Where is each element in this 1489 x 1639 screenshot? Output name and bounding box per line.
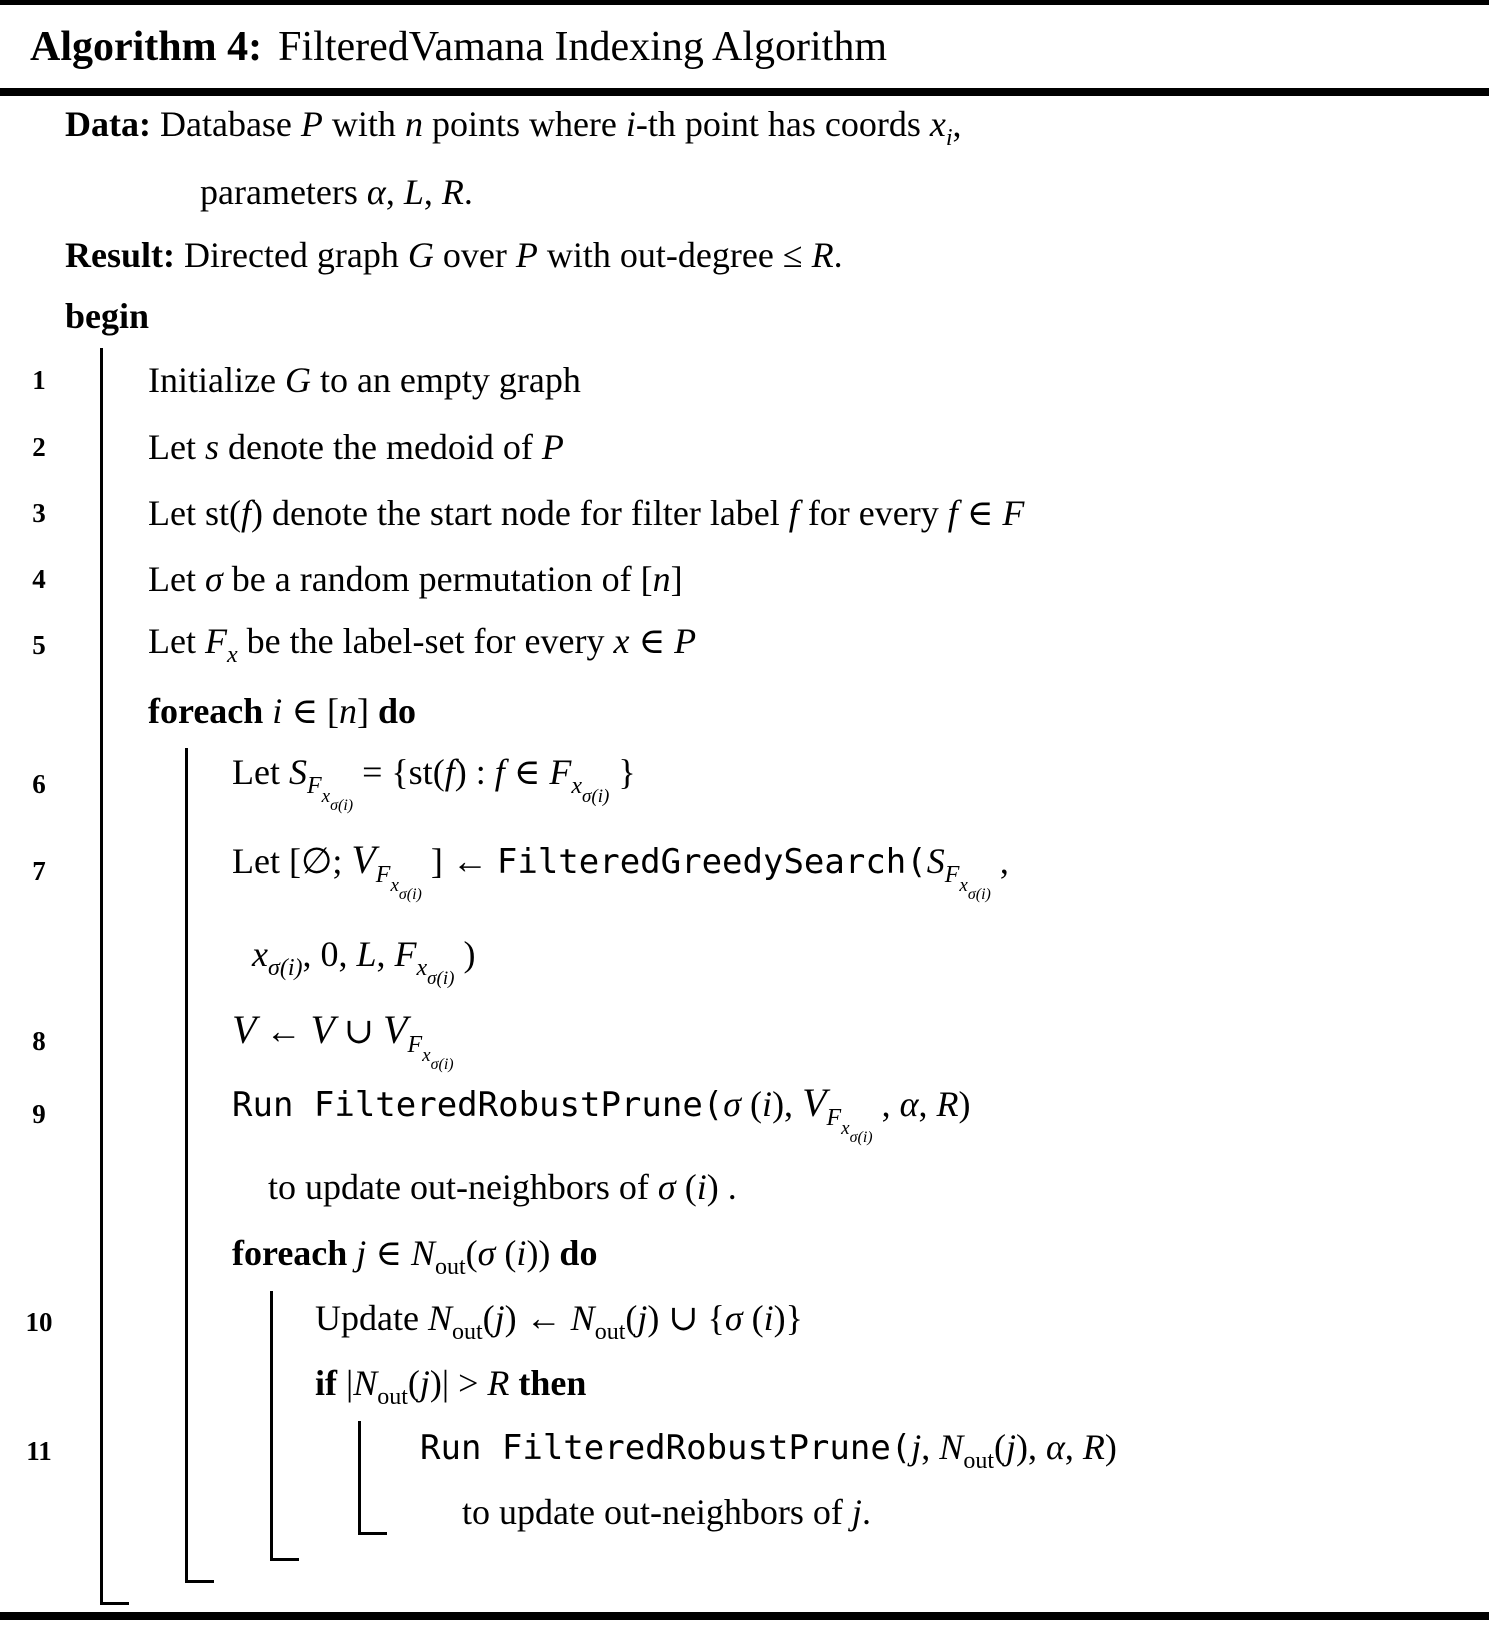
text-segment: ) [1104,1427,1117,1467]
line-content [232,1232,598,1280]
text-segment: j [911,1427,922,1467]
text-segment: , [376,933,395,974]
text-segment: , [1064,1427,1083,1467]
text-segment: out [594,1319,626,1345]
algo-line [0,346,1489,414]
text-segment: ( [407,1363,420,1403]
text-segment: } [609,752,636,792]
algorithm-body [0,96,1489,1540]
text-segment: ( [482,1298,495,1338]
text-segment: ( [625,1298,638,1338]
line-content [232,837,1009,903]
algorithm-name: FilteredVamana Indexing Algorithm [278,23,888,70]
text-segment: i [762,1083,773,1124]
text-segment: be the label-set for every [237,621,614,661]
text-segment: begin [65,296,150,336]
text-segment: with [322,104,405,144]
text-segment: V [383,1007,408,1052]
text-segment: do [559,1232,598,1273]
text-segment: F [407,1032,423,1058]
text-segment: ) [454,933,476,974]
text-segment: . [861,1491,871,1532]
algo-line [0,919,1489,1004]
algo-line [0,1004,1489,1079]
text-segment: , [385,172,404,212]
begin-scope-rule [100,348,129,1605]
line-number: 10 [25,1306,53,1337]
algo-line [0,744,1489,824]
line-number: 5 [32,629,46,660]
text-segment: i [945,125,953,151]
text-segment: x [841,1117,850,1139]
text-segment: P [674,621,697,661]
text-segment: f [494,752,505,792]
text-segment: F [944,862,960,888]
text-segment: α [899,1083,919,1124]
text-segment: points where [422,104,626,144]
text-segment: ] [670,559,683,599]
text-segment: R [441,172,464,212]
text-segment: out [434,1253,466,1280]
text-segment: i [516,1232,527,1273]
text-segment: σ(i) [427,967,455,989]
text-segment: ) ∪ { [647,1298,725,1338]
line-content [148,362,581,398]
algo-line [0,1355,1489,1419]
line-number: 7 [32,856,46,886]
text-segment: Database [159,104,301,144]
text-segment: j [356,1232,367,1273]
text-segment: to update out-neighbors of [268,1166,658,1207]
text-segment: . [833,235,843,275]
line-content [252,933,476,989]
text-segment: do [377,691,416,731]
algo-line [0,414,1489,480]
text-segment: f [444,752,455,792]
text-segment: ), [772,1083,803,1124]
text-segment: Data: [65,104,160,144]
algo-line [0,1289,1489,1355]
text-segment: ] ← [421,841,497,881]
text-segment: Let [232,752,289,792]
text-segment: parameters [200,172,367,212]
line-number: 1 [32,364,46,395]
line-content [148,429,564,465]
text-segment: )| > [429,1363,488,1403]
text-segment: Result: [65,235,184,275]
text-segment: ← [256,1011,311,1051]
text-segment: )) [526,1232,560,1273]
text-segment: ] [356,691,378,731]
text-segment: σ [657,1166,676,1207]
text-segment: . [463,172,473,212]
line-content [148,561,683,597]
line-number: 3 [32,497,46,528]
text-segment: σ(i) [430,1056,454,1073]
text-segment: foreach [232,1232,357,1273]
text-segment: F [204,621,227,661]
text-segment: σ(i) [967,886,991,903]
text-segment: F [375,862,391,888]
text-segment: F [394,933,417,974]
text-segment: x [422,1045,431,1066]
text-segment: ( [675,1166,697,1207]
text-segment: ∈ [ [282,691,339,731]
text-segment: ) : [454,752,495,792]
text-segment: G [407,235,434,275]
line-content [65,298,149,334]
text-segment: σ(i) [582,786,610,807]
text-segment: ∈ [366,1232,411,1273]
text-segment: V [232,1007,257,1052]
line-number: 6 [32,768,46,799]
text-segment: N [939,1427,964,1467]
text-segment: n [652,559,671,599]
text-segment: V [310,1007,335,1052]
line-content [148,693,416,729]
text-segment: if [315,1363,346,1403]
algo-line [0,612,1489,678]
text-segment: i [272,691,283,731]
line-content [268,1166,737,1207]
line-content [232,754,636,814]
text-segment: Update [315,1298,428,1338]
text-segment: S [926,841,945,881]
text-segment: f [240,493,251,533]
text-segment: be a random permutation of [ [222,559,653,599]
text-segment: ( [741,1083,763,1124]
text-segment: F [1002,493,1025,533]
text-segment: FilteredGreedySearch( [496,842,927,882]
algorithm-title [0,0,1489,96]
text-segment: ( [742,1298,764,1338]
line-content [65,106,962,150]
line-content [420,1429,1117,1473]
foreach-i-scope-rule [185,748,214,1583]
text-segment: P [515,235,538,275]
text-segment: G [284,360,311,400]
bottom-rule [0,1612,1489,1620]
text-segment: j [637,1298,648,1338]
text-segment: α [366,172,386,212]
text-segment: foreach [148,691,273,731]
text-segment: N [570,1298,595,1338]
text-segment: i [763,1298,774,1338]
text-segment: N [427,1298,452,1338]
text-segment: F [549,752,572,792]
text-segment: σ [204,559,223,599]
algo-line [0,160,1489,224]
text-segment: i [696,1166,707,1207]
text-segment: )} [773,1298,803,1338]
text-segment: P [300,104,323,144]
text-segment: ) . [706,1166,737,1207]
line-content [232,1079,971,1146]
algo-line [0,1079,1489,1149]
text-segment: x [416,954,428,981]
text-segment: σ [723,1083,742,1124]
algo-line [0,1419,1489,1483]
text-segment: σ(i) [330,797,354,814]
text-segment: ) ← [504,1298,571,1338]
text-segment: j [1005,1427,1016,1467]
text-segment: j [494,1298,505,1338]
text-segment: V [351,837,376,882]
text-segment: , [921,1427,940,1467]
text-segment: Directed graph [184,235,408,275]
text-segment: ), [1016,1427,1046,1467]
text-segment: Let [∅; [232,841,352,881]
text-segment: x [929,104,946,144]
text-segment: F [826,1104,842,1131]
text-segment: with out-degree ≤ [537,235,812,275]
text-segment: N [410,1232,435,1273]
algo-line [0,1483,1489,1540]
text-segment: σ(i) [849,1128,873,1146]
line-content [315,1365,586,1409]
text-segment: L [356,933,377,974]
text-segment: Let [148,621,205,661]
text-segment: out [377,1384,408,1410]
line-content [232,1007,454,1073]
text-segment: Run FilteredRobustPrune( [420,1428,912,1468]
text-segment: i [625,104,636,144]
text-segment: ) denote the start node for filter label [251,493,789,533]
text-segment: j [851,1491,862,1532]
text-segment: for every [798,493,948,533]
text-segment: x [959,875,968,896]
text-segment: ) [958,1083,971,1124]
if-scope-rule [358,1421,387,1535]
line-content [65,237,843,273]
text-segment: f [947,493,958,533]
text-segment: R [487,1363,510,1403]
text-segment: Initialize [148,360,285,400]
text-segment: N [353,1363,378,1403]
text-segment: ( [993,1427,1006,1467]
text-segment: x [571,773,583,799]
text-segment: R [936,1083,959,1124]
line-number: 4 [32,563,46,594]
text-segment: Run FilteredRobustPrune( [232,1084,724,1125]
text-segment: ∈ [504,752,550,792]
text-segment: -th point has coords [635,104,930,144]
text-segment: s [204,427,219,467]
text-segment: , [952,104,962,144]
text-segment: then [518,1363,587,1403]
text-segment: ∈ [957,493,1003,533]
text-segment: S [288,752,307,792]
text-segment: x [226,642,238,668]
text-segment: x [252,933,268,974]
text-segment: F [306,773,322,799]
line-content [462,1491,871,1532]
text-segment: j [419,1363,430,1403]
algo-line [0,546,1489,612]
text-segment: , [918,1083,937,1124]
text-segment: f [788,493,799,533]
line-number: 11 [26,1435,52,1466]
text-segment: σ [724,1298,743,1338]
text-segment: ( [465,1232,478,1273]
text-segment: to an empty graph [310,360,581,400]
algo-line [0,1149,1489,1224]
text-segment: , [872,1083,900,1124]
text-segment: , [423,172,442,212]
algo-line [0,1224,1489,1289]
text-segment: α [1046,1427,1065,1467]
algo-line [0,286,1489,346]
text-segment: R [1082,1427,1105,1467]
algo-line [0,824,1489,919]
text-segment: n [404,104,423,144]
text-segment: V [802,1079,827,1125]
text-segment: = {st( [353,752,445,792]
text-segment: σ(i) [398,886,422,903]
text-segment: over [433,235,516,275]
line-number: 9 [32,1098,46,1129]
text-segment: x [390,875,399,896]
text-segment: x [321,786,331,807]
text-segment: n [338,691,357,731]
text-segment: R [811,235,834,275]
text-segment: Let [148,427,205,467]
text-segment: to update out-neighbors of [462,1491,852,1532]
line-content [148,495,1024,531]
text-segment: x [613,621,630,661]
text-segment: σ(i) [267,954,303,981]
text-segment: | [346,1363,354,1403]
text-segment: , [990,841,1009,881]
line-content [148,623,696,667]
text-segment: out [451,1319,483,1345]
text-segment: Let st( [148,493,241,533]
algo-line [0,224,1489,286]
line-content [200,174,473,210]
text-segment: ∪ [334,1011,384,1051]
algo-line [0,678,1489,744]
line-content [315,1300,803,1344]
text-segment: , 0, [302,933,357,974]
text-segment: denote the medoid of [219,427,542,467]
line-number: 8 [32,1026,46,1056]
text-segment: σ [477,1232,496,1273]
foreach-j-scope-rule [270,1291,299,1561]
line-number: 2 [32,431,46,462]
algo-line [0,96,1489,160]
text-segment: P [541,427,564,467]
algorithm-number-label: Algorithm 4: [30,23,263,70]
text-segment: Let [148,559,205,599]
text-segment: L [403,172,424,212]
text-segment: ( [495,1232,517,1273]
text-segment: out [963,1448,994,1474]
algo-line [0,480,1489,546]
text-segment: ∈ [629,621,675,661]
